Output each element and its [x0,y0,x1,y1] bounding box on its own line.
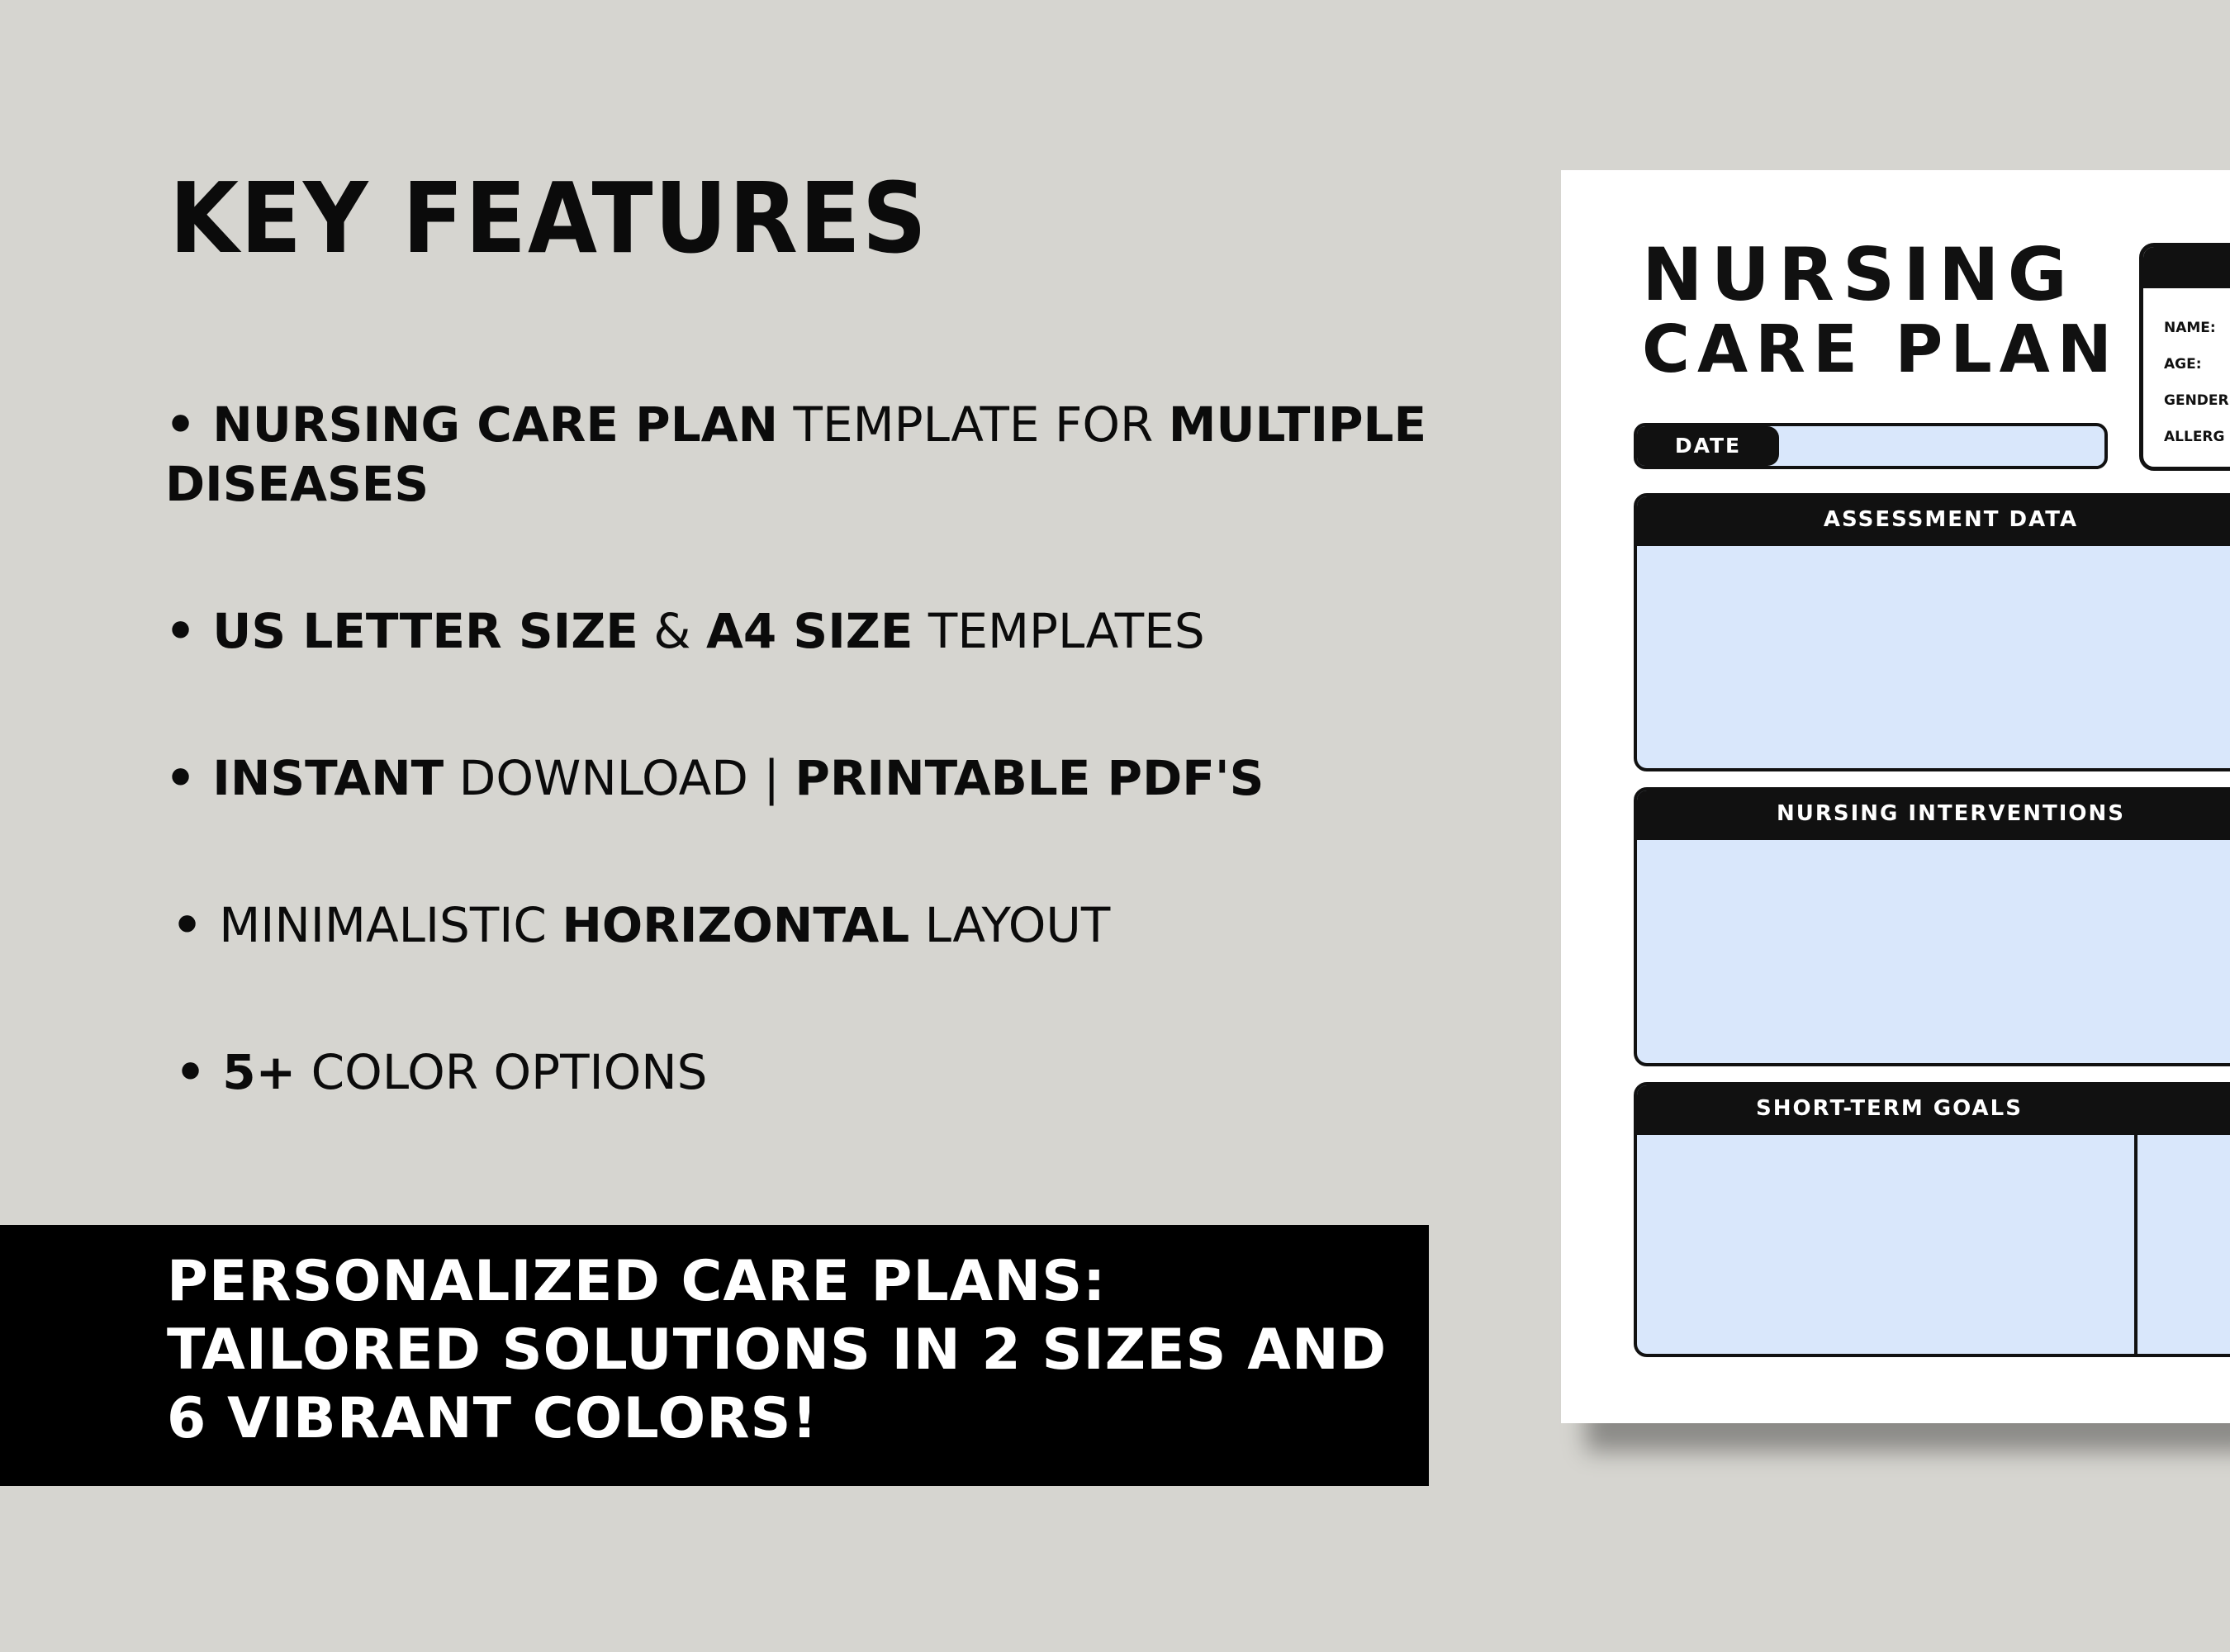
feature-2-text-part-1: • [165,603,213,659]
feature-item-3 [165,748,1454,808]
date-field [1634,423,2108,469]
assessment-data-section [1634,493,2230,771]
feature-4-text-part-4: LAYOUT [909,897,1111,953]
feature-5-text-part-1: • [175,1044,223,1100]
info-allergies-label: ALLERG [2164,429,2225,445]
care-plan-title [1642,232,2119,387]
feature-3-text-part-1: • [165,750,213,806]
feature-2-text-part-4: A4 SIZE [705,603,913,659]
info-gender-label: GENDER [2164,392,2229,409]
feature-1-text-part-2: NURSING CARE PLAN [212,396,779,453]
date-label: DATE [1637,426,1779,466]
care-plan-title-line-2: CARE PLAN [1642,311,2119,387]
feature-item-1 [165,395,1454,514]
feature-4-text-part-2: MINIMALISTIC [219,897,562,953]
feature-4-text-part-3: HORIZONTAL [562,897,910,953]
banner-line-2: TAILORED SOLUTIONS IN 2 SIZES AND [167,1317,1388,1383]
feature-1-text-part-4: MULTIPLE DISEASES [165,396,1427,512]
feature-1-text-part-1: • [165,396,213,453]
feature-item-2 [165,601,1454,661]
info-age-label: AGE: [2164,356,2202,373]
feature-3-text-part-2: INSTANT [212,750,444,806]
patient-info-card-header [2143,247,2230,288]
promo-banner-text [167,1247,1406,1453]
feature-2-text-part-3: & [638,603,706,659]
feature-3-text-part-4: PRINTABLE PDF'S [795,750,1264,806]
banner-line-3: 6 VIBRANT COLORS! [167,1386,818,1451]
info-name-label: NAME: [2164,320,2216,336]
feature-5-text-part-3: COLOR OPTIONS [296,1044,708,1100]
feature-2-text-part-5: TEMPLATES [913,603,1205,659]
feature-5-text-part-2: 5+ [222,1044,297,1100]
patient-info-card [2139,243,2230,471]
feature-1-text-part-3: TEMPLATE FOR [778,396,1169,453]
feature-3-text-part-3: DOWNLOAD | [444,750,795,806]
page-heading: KEY FEATURES [169,161,928,275]
feature-item-5 [175,1042,1464,1102]
care-plan-preview [1561,170,2230,1423]
short-term-goals-section [1634,1082,2230,1357]
feature-2-text-part-2: US LETTER SIZE [212,603,638,659]
feature-item-4 [172,895,1460,955]
nursing-interventions-header: NURSING INTERVENTIONS [1637,790,2230,840]
goals-column-divider [2134,1135,2137,1357]
assessment-data-header: ASSESSMENT DATA [1637,496,2230,546]
feature-4-text-part-1: • [172,897,220,953]
short-term-goals-header: SHORT-TERM GOALS [1637,1085,2230,1135]
nursing-interventions-section [1634,787,2230,1066]
banner-line-1: PERSONALIZED CARE PLANS: [167,1249,1107,1314]
care-plan-title-line-1: NURSING [1642,232,2076,317]
